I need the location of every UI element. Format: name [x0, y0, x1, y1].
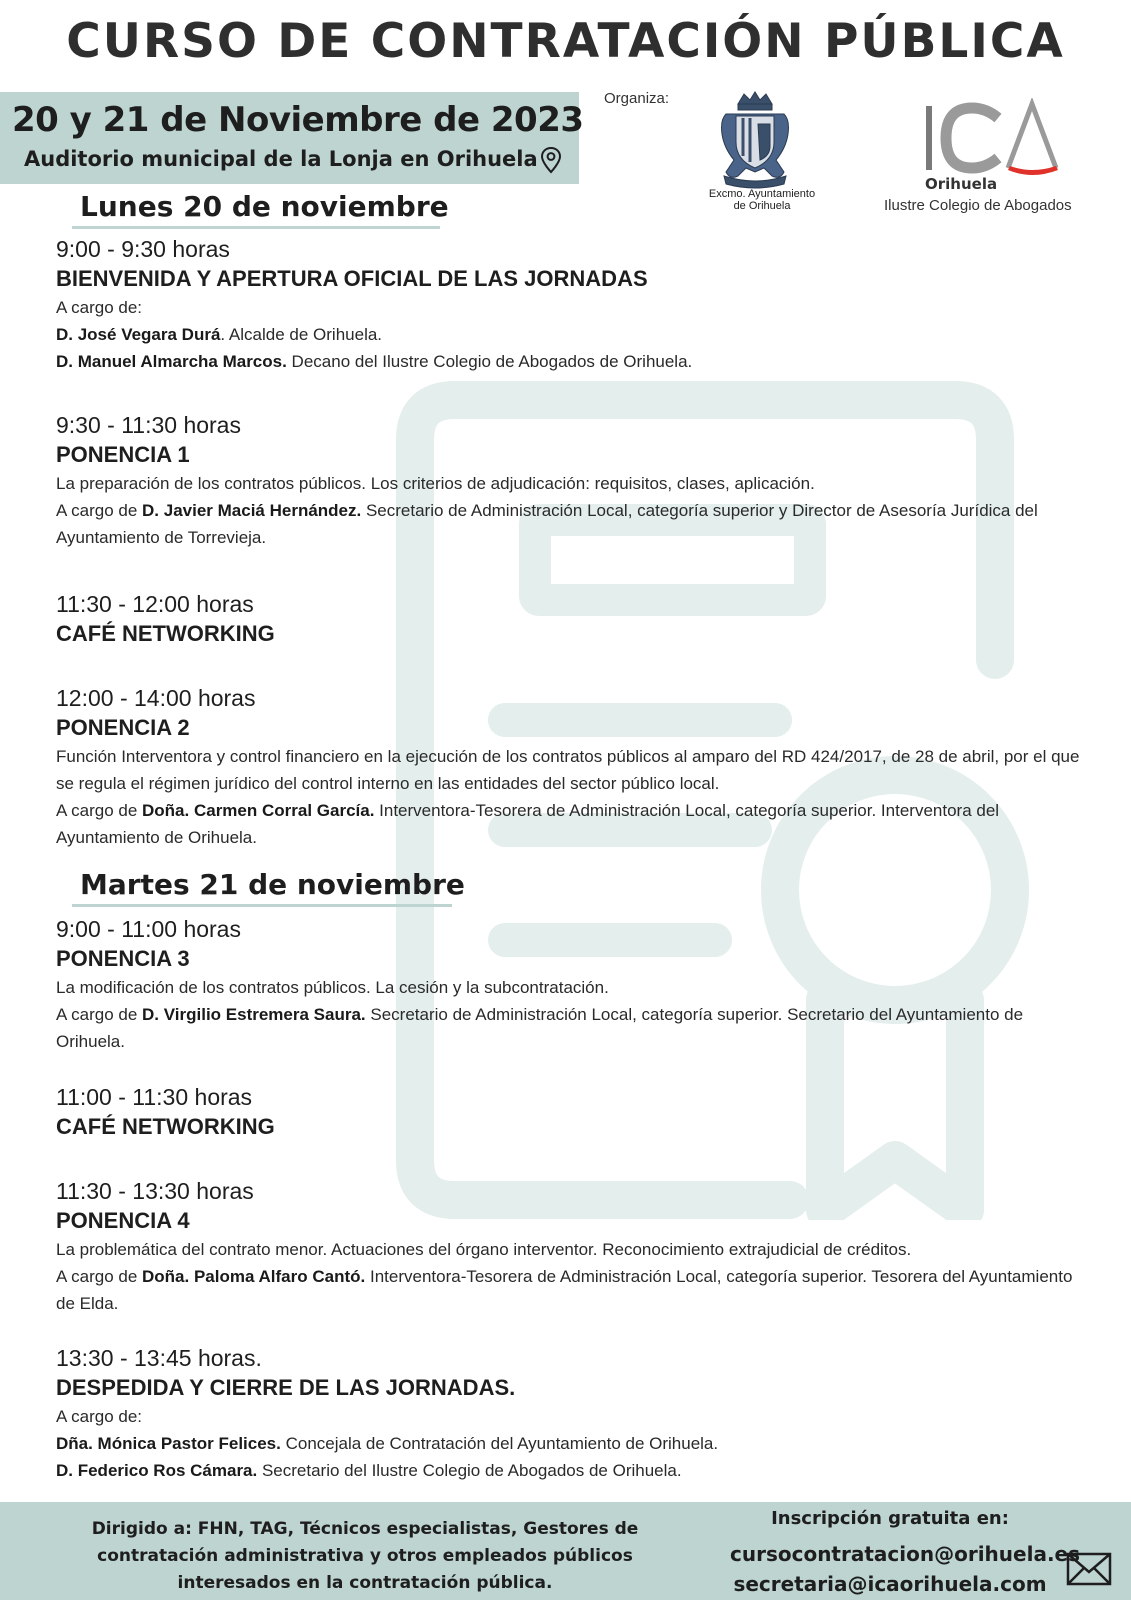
speaker-prefix: A cargo de	[56, 1005, 143, 1024]
session-intro: A cargo de:	[56, 1407, 143, 1426]
session-speaker	[56, 1263, 1086, 1317]
speaker-name: Doña. Carmen Corral García.	[142, 801, 375, 820]
day-1-title: Lunes 20 de noviembre	[80, 190, 449, 223]
speaker-name: D. Federico Ros Cámara.	[56, 1461, 258, 1480]
speaker-name: Dña. Mónica Pastor Felices.	[56, 1434, 281, 1453]
session-speaker	[56, 321, 1086, 348]
ayuntamiento-caption-line-2: de Orihuela	[733, 200, 791, 212]
speaker-prefix: A cargo de	[56, 801, 143, 820]
session-speaker	[56, 797, 1086, 851]
session-intro: A cargo de:	[56, 298, 143, 317]
session-description: La problemática del contrato menor. Actuaciones del órgano interventor. Reconocimiento extrajudicial de créditos.	[56, 1240, 912, 1259]
event-date: 20 y 21 de Noviembre de 2023	[12, 100, 584, 140]
session-4	[56, 683, 1086, 851]
session-heading: BIENVENIDA Y APERTURA OFICIAL DE LAS JORNADAS	[56, 266, 648, 291]
session-heading: PONENCIA 2	[56, 715, 190, 740]
date-banner	[0, 92, 584, 184]
ica-name: Ilustre Colegio de Abogados	[884, 197, 1072, 214]
session-heading: CAFÉ NETWORKING	[56, 621, 275, 646]
speaker-name: D. Manuel Almarcha Marcos.	[56, 352, 287, 371]
session-speaker	[56, 1430, 1086, 1457]
session-heading: PONENCIA 1	[56, 442, 190, 467]
email-link-1[interactable]: cursocontratacion@orihuela.es	[730, 1542, 1081, 1566]
session-time: 11:00 - 11:30 horas	[56, 1084, 253, 1110]
inscription-title: Inscripción gratuita en:	[771, 1508, 1009, 1529]
ica-city: Orihuela	[925, 175, 998, 193]
ica-logo-icon	[920, 98, 1060, 176]
speaker-role: Concejala de Contratación del Ayuntamiento de Orihuela.	[280, 1434, 719, 1453]
session-8	[56, 1343, 1086, 1484]
speaker-prefix: A cargo de	[56, 501, 143, 520]
session-5	[56, 914, 1086, 1055]
email-link-2[interactable]: secretaria@icaorihuela.com	[733, 1572, 1047, 1596]
session-heading: PONENCIA 3	[56, 946, 190, 971]
speaker-role: Interventora-Tesorera de Administración Local, categoría superior. Tesorera del Ayuntamiento de Elda.	[56, 1267, 1073, 1313]
organiza-label: Organiza:	[604, 90, 670, 107]
footer-banner	[0, 1502, 1131, 1600]
session-7	[56, 1176, 1086, 1317]
session-time: 12:00 - 14:00 horas	[56, 685, 256, 711]
envelope-icon	[1066, 1552, 1112, 1586]
crest-icon	[716, 90, 794, 190]
session-time: 13:30 - 13:45 horas.	[56, 1345, 262, 1371]
session-description: La modificación de los contratos públicos. La cesión y la subcontratación.	[56, 978, 609, 997]
session-1	[56, 234, 1086, 375]
session-speaker	[56, 497, 1086, 551]
session-6	[56, 1082, 1086, 1142]
session-time: 9:30 - 11:30 horas	[56, 412, 241, 438]
session-heading: CAFÉ NETWORKING	[56, 1114, 275, 1139]
speaker-role: Decano del Ilustre Colegio de Abogados de Orihuela.	[286, 352, 693, 371]
session-speaker	[56, 348, 1086, 375]
session-speaker	[56, 1457, 1086, 1484]
speaker-name: D. Virgilio Estremera Saura.	[142, 1005, 366, 1024]
session-time: 11:30 - 12:00 horas	[56, 591, 254, 617]
day-2-underline	[72, 904, 452, 907]
session-heading: DESPEDIDA Y CIERRE DE LAS JORNADAS.	[56, 1375, 516, 1400]
event-venue: Auditorio municipal de la Lonja en Orihuela	[24, 147, 538, 171]
day-1-underline	[72, 226, 440, 229]
map-pin-icon	[540, 146, 562, 174]
speaker-name: Doña. Paloma Alfaro Cantó.	[142, 1267, 366, 1286]
session-time: 9:00 - 11:00 horas	[56, 916, 241, 942]
speaker-name: D. Javier Maciá Hernández.	[142, 501, 362, 520]
session-heading: PONENCIA 4	[56, 1208, 190, 1233]
ayuntamiento-caption-line-1: Excmo. Ayuntamiento	[708, 188, 816, 200]
speaker-role: Secretario del Ilustre Colegio de Abogados de Orihuela.	[257, 1461, 682, 1480]
session-3	[56, 589, 1086, 649]
session-speaker	[56, 1001, 1086, 1055]
session-description: La preparación de los contratos públicos. Los criterios de adjudicación: requisitos, clases, aplicación.	[56, 474, 815, 493]
session-time: 9:00 - 9:30 horas	[56, 236, 230, 262]
ayuntamiento-caption	[697, 188, 827, 212]
session-description: Función Interventora y control financiero en la ejecución de los contratos públicos al amparo del RD 424/2017, de 28 de abril, por el que se regula el régimen jurídico del control interno en las entidades del sector público local.	[56, 747, 1080, 793]
day-2-title: Martes 21 de noviembre	[80, 868, 465, 901]
session-2	[56, 410, 1086, 551]
session-time: 11:30 - 13:30 horas	[56, 1178, 254, 1204]
speaker-role: Secretario de Administración Local, categoría superior. Secretario del Ayuntamiento de Orihuela.	[56, 1005, 1024, 1051]
speaker-role: Secretario de Administración Local, categoría superior y Director de Asesoría Jurídica del Ayuntamiento de Torrevieja.	[56, 501, 1038, 547]
page-title: CURSO DE CONTRATACIÓN PÚBLICA	[66, 14, 1065, 69]
speaker-role: Interventora-Tesorera de Administración Local, categoría superior. Interventora del Ayuntamiento de Orihuela.	[56, 801, 1000, 847]
speaker-prefix: A cargo de	[56, 1267, 143, 1286]
speaker-name: D. José Vegara Durá	[56, 325, 221, 344]
audience-text: Dirigido a: FHN, TAG, Técnicos especialistas, Gestores de contratación administrativa y otros empleados públicos interesados en la contratación pública.	[91, 1519, 639, 1593]
speaker-role: . Alcalde de Orihuela.	[220, 325, 383, 344]
